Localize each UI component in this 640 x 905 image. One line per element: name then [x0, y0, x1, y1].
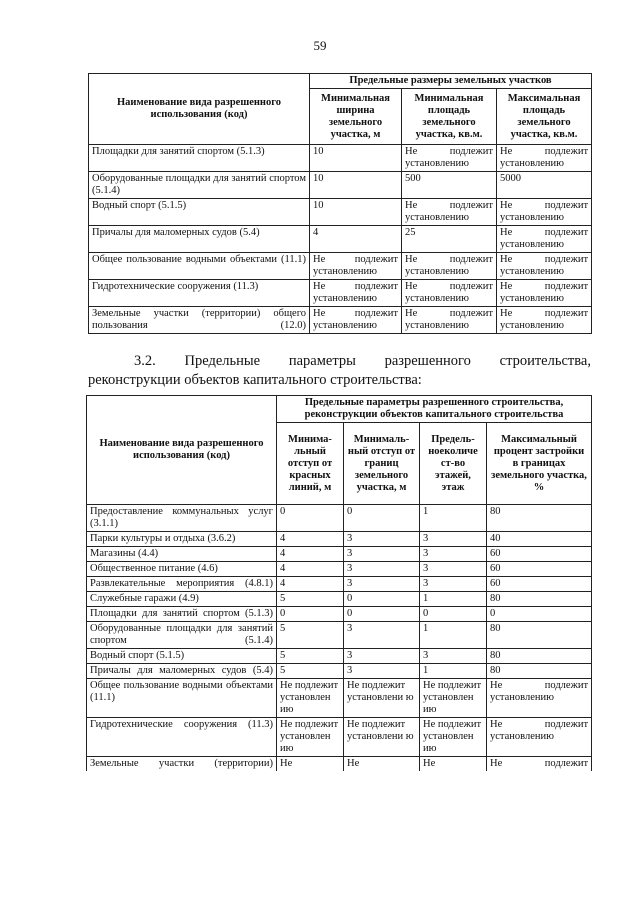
table-row: Земельные участки (территории) общего пользования (12.0) Не подлежит установлению Не подлежит установлению Не подлежит установлению	[89, 307, 592, 334]
table-row: Земельные участки (территории) Не Не Не Не подлежит	[87, 757, 592, 772]
t1-header-group: Предельные размеры земельных участков	[310, 74, 592, 89]
table-row: Водный спорт (5.1.5) 5 3 3 80	[87, 649, 592, 664]
table-row: Причалы для маломерных судов (5.4) 4 25 Не подлежит установлению	[89, 226, 592, 253]
table-row: Водный спорт (5.1.5) 10 Не подлежит установлению Не подлежит установлению	[89, 199, 592, 226]
table-row: Общественное питание (4.6) 4 3 3 60	[87, 562, 592, 577]
t2-col-coverage: Максимальный процент застройки в границах земельного участка, %	[487, 423, 592, 505]
table-row: Парки культуры и отдыха (3.6.2) 4 3 3 40	[87, 532, 592, 547]
t2-col-red-lines: Минима-льный отступ от красных линий, м	[277, 423, 344, 505]
t1-col-min-area: Минимальная площадь земельного участка, кв.м.	[402, 89, 497, 145]
table-row: Развлекательные мероприятия (4.8.1) 4 3 3 60	[87, 577, 592, 592]
t1-header-name: Наименование вида разрешенного использования (код)	[89, 74, 310, 145]
t2-col-boundaries: Минималь-ный отступ от границ земельного участка, м	[344, 423, 420, 505]
section-heading: 3.2. Предельные параметры разрешенного строительства, реконструкции объектов капитального строительства:	[88, 353, 591, 388]
table-row: Общее пользование водными объектами (11.1) Не подлежит установлению Не подлежит установлению Не подлежит установлению	[89, 253, 592, 280]
table-row: Оборудованные площадки для занятий спортом (5.1.4) 10 500 5000	[89, 172, 592, 199]
t1-col-max-area: Максимальная площадь земельного участка, кв.м.	[497, 89, 592, 145]
table-row: Гидротехнические сооружения (11.3) Не подлежит установлению Не подлежит установлению Не подлежит установлению	[89, 280, 592, 307]
table-row: Общее пользование водными объектами (11.1) Не подлежит установлен ию Не подлежит установлени ю Не подлежит установлен ию Не подлежит установлению	[87, 679, 592, 718]
table-row: Магазины (4.4) 4 3 3 60	[87, 547, 592, 562]
table-row: Предоставление коммунальных услуг (3.1.1) 0 0 1 80	[87, 505, 592, 532]
t2-header-group: Предельные параметры разрешенного строительства, реконструкции объектов капитального строительства	[277, 396, 592, 423]
t1-col-min-width: Минимальная ширина земельного участка, м	[310, 89, 402, 145]
table-row: Гидротехнические сооружения (11.3) Не подлежит установлен ию Не подлежит установлени ю Не подлежит установлен ию Не подлежит установлению	[87, 718, 592, 757]
table-row: Служебные гаражи (4.9) 5 0 1 80	[87, 592, 592, 607]
land-plot-size-table	[88, 73, 592, 334]
page-number: 59	[313, 38, 327, 53]
table-row: Площадки для занятий спортом (5.1.3) 10 Не подлежит установлению Не подлежит установлению	[89, 145, 592, 172]
t2-col-floors: Предель-ноеколиче ст-во этажей, этаж	[420, 423, 487, 505]
table-row: Оборудованные площадки для занятий спортом (5.1.4) 5 3 1 80	[87, 622, 592, 649]
table-row: Площадки для занятий спортом (5.1.3) 0 0 0 0	[87, 607, 592, 622]
construction-parameters-table	[86, 395, 592, 771]
t2-header-name: Наименование вида разрешенного использования (код)	[87, 396, 277, 505]
table-row: Причалы для маломерных судов (5.4) 5 3 1 80	[87, 664, 592, 679]
